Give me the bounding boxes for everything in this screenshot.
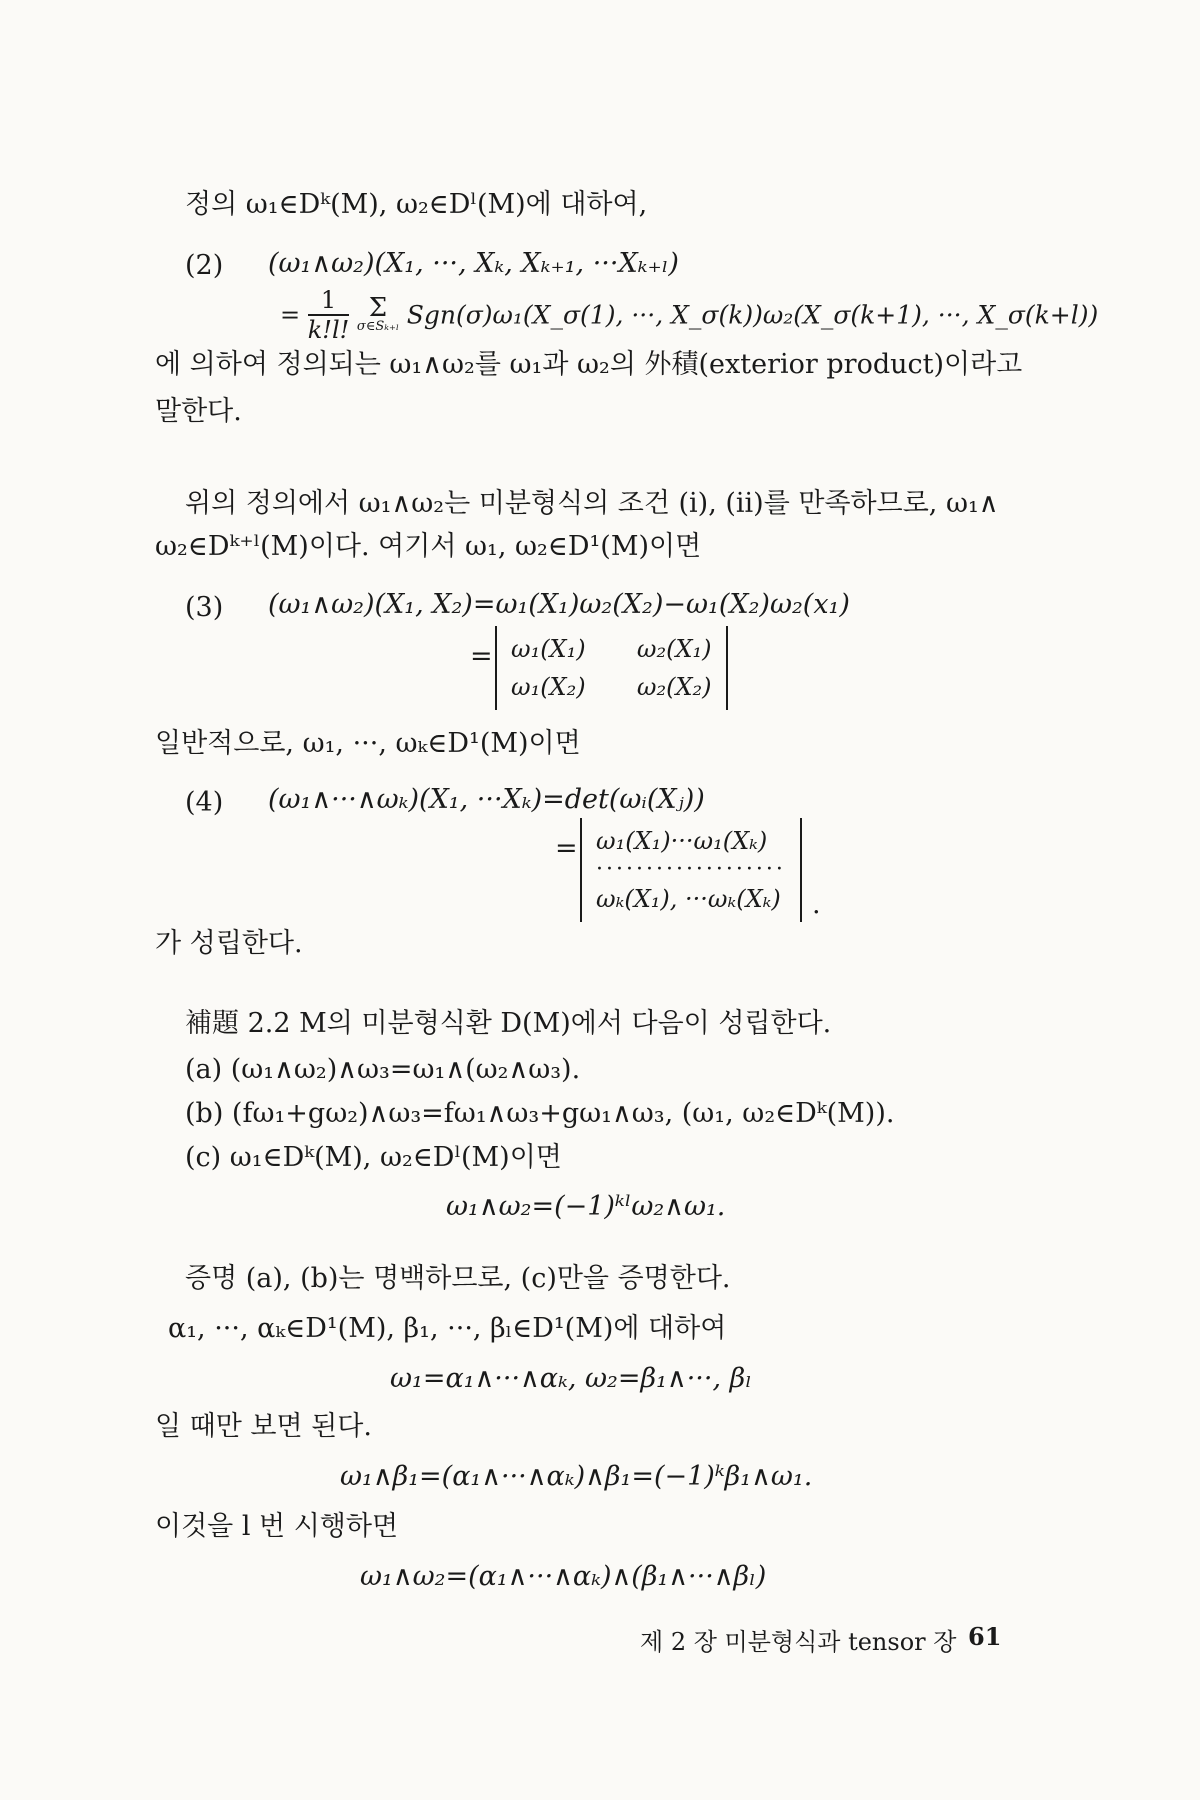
equation-label-4: (4) bbox=[185, 787, 224, 818]
summation-subscript: σ∈Sₖ₊ₗ bbox=[356, 319, 400, 334]
determinant-cell: ω₂(X₂) bbox=[636, 673, 712, 701]
proof-line-3: 일 때만 보면 된다. bbox=[155, 1411, 372, 1442]
proof-line-2: α₁, ···, αₖ∈D¹(M), β₁, ···, βₗ∈D¹(M)에 대하여 bbox=[168, 1313, 727, 1344]
definition-intro: 정의 ω₁∈Dᵏ(M), ω₂∈Dˡ(M)에 대하여, bbox=[185, 189, 648, 220]
determinant-cell: ω₂(X₁) bbox=[636, 635, 712, 663]
determinant-kxk bbox=[580, 818, 802, 922]
lemma-item-c: (c) ω₁∈Dᵏ(M), ω₂∈Dˡ(M)이면 bbox=[185, 1142, 562, 1173]
lemma-item-b: (b) (fω₁+gω₂)∧ω₃=fω₁∧ω₃+gω₁∧ω₃, (ω₁, ω₂∈Dᵏ(M)). bbox=[185, 1098, 895, 1129]
definition-after-line-2: 말한다. bbox=[155, 396, 242, 427]
proof-equation-b: ω₁∧β₁=(α₁∧···∧αₖ)∧β₁=(−1)ᵏβ₁∧ω₁. bbox=[340, 1461, 813, 1492]
proof-line-1: 증명 (a), (b)는 명백하므로, (c)만을 증명한다. bbox=[185, 1263, 731, 1294]
proof-equation-c: ω₁∧ω₂=(α₁∧···∧αₖ)∧(β₁∧···∧βₗ) bbox=[360, 1561, 767, 1592]
paragraph-2-line-1: 일반적으로, ω₁, ···, ωₖ∈D¹(M)이면 bbox=[155, 728, 581, 759]
lemma-item-a: (a) (ω₁∧ω₂)∧ω₃=ω₁∧(ω₂∧ω₃). bbox=[185, 1054, 581, 1085]
equation-4-equals: = bbox=[555, 833, 578, 864]
determinant-cell: ω₁(X₂) bbox=[511, 673, 586, 701]
equation-2-body: Sgn(σ)ω₁(X_σ(1), ···, X_σ(k))ω₂(X_σ(k+1), ···, X_σ(k+l)) bbox=[406, 300, 1099, 330]
proof-line-4: 이것을 l 번 시행하면 bbox=[155, 1511, 399, 1542]
determinant-row-last: ωₖ(X₁), ···ωₖ(Xₖ) bbox=[596, 885, 781, 913]
equation-2-line-2 bbox=[280, 286, 1098, 344]
equation-3-equals: = bbox=[470, 641, 493, 672]
paragraph-1-line-2: ω₂∈Dᵏ⁺ˡ(M)이다. 여기서 ω₁, ω₂∈D¹(M)이면 bbox=[155, 531, 702, 562]
determinant-cell: ω₁(X₁) bbox=[511, 635, 586, 663]
equation-label-2: (2) bbox=[185, 250, 224, 281]
running-footer: 제 2 장 미분형식과 tensor 장 bbox=[640, 1628, 957, 1656]
determinant-dots: ··················· bbox=[596, 857, 786, 882]
summation-symbol: Σ bbox=[368, 293, 388, 323]
equation-4-line-1: (ω₁∧···∧ωₖ)(X₁, ···Xₖ)=det(ωᵢ(Xⱼ)) bbox=[268, 784, 705, 815]
determinant-row-1 bbox=[511, 630, 712, 668]
fraction-numerator: 1 bbox=[308, 286, 350, 316]
summation bbox=[356, 293, 400, 334]
determinant-row-first: ω₁(X₁)···ω₁(Xₖ) bbox=[596, 827, 768, 855]
proof-equation-a: ω₁=α₁∧···∧αₖ, ω₂=β₁∧···, βₗ bbox=[390, 1363, 752, 1394]
page-number: 61 bbox=[968, 1622, 1002, 1651]
paragraph-2-closing: 가 성립한다. bbox=[155, 928, 303, 959]
equation-2-line-1: (ω₁∧ω₂)(X₁, ···, Xₖ, Xₖ₊₁, ···Xₖ₊ₗ) bbox=[268, 248, 679, 279]
definition-after-line-1: 에 의하여 정의되는 ω₁∧ω₂를 ω₁과 ω₂의 外積(exterior product)이라고 bbox=[155, 349, 1023, 380]
determinant-2x2 bbox=[495, 626, 728, 710]
determinant-row-2 bbox=[511, 668, 712, 706]
fraction bbox=[308, 286, 350, 344]
equation-3-line-1: (ω₁∧ω₂)(X₁, X₂)=ω₁(X₁)ω₂(X₂)−ω₁(X₂)ω₂(x₁) bbox=[268, 589, 850, 620]
equation-label-3: (3) bbox=[185, 592, 224, 623]
lemma-title: 補題 2.2 M의 미분형식환 D(M)에서 다음이 성립한다. bbox=[185, 1008, 832, 1039]
equation-2-equals: = bbox=[280, 301, 301, 329]
equation-4-period: . bbox=[812, 889, 821, 920]
lemma-c-equation: ω₁∧ω₂=(−1)ᵏˡω₂∧ω₁. bbox=[446, 1191, 726, 1222]
paragraph-1-line-1: 위의 정의에서 ω₁∧ω₂는 미분형식의 조건 (i), (ii)를 만족하므로, ω₁∧ bbox=[185, 488, 999, 519]
fraction-denominator: k!l! bbox=[307, 316, 350, 344]
